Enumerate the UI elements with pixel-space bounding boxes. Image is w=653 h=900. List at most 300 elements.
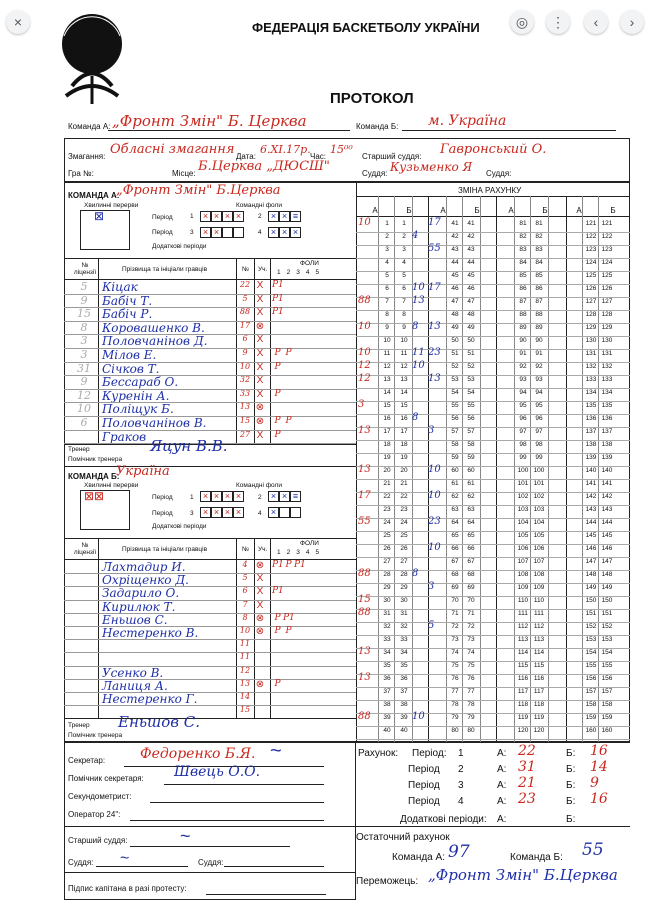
player-participation: X — [256, 348, 264, 359]
score-cell: 147 — [601, 558, 613, 565]
player-foul: P — [274, 416, 281, 426]
place-label: Місце: — [172, 169, 196, 178]
player-participation: X — [256, 307, 264, 319]
score-cell: 75 — [451, 662, 459, 669]
score-cell: 43 — [467, 246, 475, 253]
player-license: 3 — [80, 348, 88, 361]
player-number: 27 — [239, 429, 251, 439]
final-team-b-score: 55 — [582, 840, 604, 860]
extra-b-label: Б: — [566, 814, 576, 825]
score-cell: 26 — [400, 545, 408, 552]
score-mark-b: 10 — [412, 360, 425, 371]
score-cell: 31 — [383, 610, 391, 617]
score-cell: 46 — [451, 285, 459, 292]
score-mark-mid: 10 — [428, 542, 441, 553]
player-name: Половчанінов Д. — [102, 334, 208, 349]
score-cell: 50 — [467, 337, 475, 344]
team-b-timeouts-label: Хвилинні перерви — [84, 482, 139, 489]
team-a-timeouts-box — [80, 210, 130, 250]
score-cell: 116 — [533, 675, 545, 682]
score-cell: 91 — [519, 350, 527, 357]
score-cell: 138 — [585, 441, 597, 448]
score-cell: 5 — [385, 272, 389, 279]
player-number: 11 — [239, 639, 251, 649]
team-b-col-part: Уч. — [258, 546, 268, 553]
score-cell: 28 — [383, 571, 391, 578]
score-cell: 97 — [519, 428, 527, 435]
player-number: 32 — [239, 375, 251, 385]
score-cell: 94 — [519, 389, 527, 396]
team-b-coach-label: Тренер — [68, 722, 90, 729]
score-cell: 158 — [585, 701, 597, 708]
player-participation: X — [256, 334, 264, 346]
close-icon[interactable]: × — [6, 10, 30, 34]
score-cell: 123 — [585, 246, 597, 253]
score-cell: 112 — [517, 623, 529, 630]
score-cell: 21 — [400, 480, 408, 487]
score-cell: 90 — [519, 337, 527, 344]
score-cell: 31 — [400, 610, 408, 617]
score-col-b-header: Б — [406, 206, 412, 215]
score-cell: 40 — [400, 727, 408, 734]
score-cell: 51 — [451, 350, 459, 357]
score-cell: 42 — [467, 233, 475, 240]
score-label: Рахунок: — [358, 748, 399, 759]
player-license: 6 — [80, 416, 88, 429]
score-cell: 39 — [383, 714, 391, 721]
player-name: Кіцак — [102, 280, 138, 294]
score-cell: 48 — [451, 311, 459, 318]
score-cell: 32 — [400, 623, 408, 630]
score-cell: 80 — [451, 727, 459, 734]
score-cell: 9 — [385, 324, 389, 331]
score-cell: 83 — [535, 246, 543, 253]
score-cell: 111 — [534, 610, 544, 617]
player-foul: P — [285, 560, 292, 570]
player-number: 22 — [239, 280, 251, 289]
score-cell: 7 — [402, 298, 406, 305]
player-row — [66, 348, 342, 361]
extra-periods-label: Додаткові періоди: — [400, 814, 487, 825]
score-cell: 41 — [451, 220, 459, 227]
score-cell: 119 — [533, 714, 545, 721]
period-a-score: 31 — [518, 759, 536, 775]
score-cell: 119 — [517, 714, 529, 721]
score-cell: 89 — [535, 324, 543, 331]
score-cell: 68 — [467, 571, 475, 578]
score-mark-mid: 23 — [428, 347, 441, 358]
score-cell: 129 — [601, 324, 613, 331]
score-cell: 23 — [400, 506, 408, 513]
score-cell: 36 — [383, 675, 391, 682]
score-cell: 125 — [601, 272, 613, 279]
score-cell: 154 — [601, 649, 613, 656]
score-cell: 17 — [400, 428, 408, 435]
score-cell: 91 — [535, 350, 543, 357]
score-cell: 82 — [535, 233, 543, 240]
extra-a-label: А: — [497, 814, 507, 825]
score-mark-a: 13 — [358, 464, 371, 475]
score-cell: 114 — [533, 649, 545, 656]
score-cell: 27 — [383, 558, 391, 565]
score-cell: 124 — [601, 259, 613, 266]
score-cell: 160 — [585, 727, 597, 734]
score-cell: 61 — [467, 480, 475, 487]
player-number: 6 — [242, 334, 248, 344]
score-mark-a: 88 — [358, 711, 371, 722]
score-cell: 157 — [601, 688, 613, 695]
score-cell: 149 — [601, 584, 613, 591]
player-name: Еньшов С. — [102, 612, 168, 627]
score-cell: 154 — [585, 649, 597, 656]
player-participation: ⊗ — [255, 416, 265, 427]
score-cell: 87 — [519, 298, 527, 305]
score-cell: 120 — [533, 727, 545, 734]
score-cell: 37 — [400, 688, 408, 695]
player-row — [66, 321, 342, 334]
score-cell: 69 — [467, 584, 475, 591]
player-foul: P — [274, 361, 281, 372]
score-cell: 80 — [467, 727, 475, 734]
final-score-label: Остаточний рахунок — [356, 832, 450, 843]
team-a-timeouts-label: Хвилинні перерви — [84, 202, 139, 209]
team-b-team-fouls-label: Командні фоли — [236, 482, 282, 489]
player-number: 15 — [239, 705, 251, 715]
score-cell: 14 — [400, 389, 408, 396]
score-cell: 133 — [585, 376, 597, 383]
competition-value: Обласні змагання — [110, 142, 235, 157]
score-mark-mid: 23 — [428, 516, 441, 527]
score-cell: 25 — [400, 532, 408, 539]
score-cell: 73 — [467, 636, 475, 643]
judge-value: Кузьменко Я — [390, 160, 473, 174]
player-participation: X — [256, 599, 264, 611]
score-cell: 7 — [385, 298, 389, 305]
score-cell: 52 — [451, 363, 459, 370]
player-name: Охріщенко Д. — [102, 573, 189, 588]
score-cell: 37 — [383, 688, 391, 695]
score-cell: 29 — [400, 584, 408, 591]
score-cell: 135 — [585, 402, 597, 409]
period-b-score: 14 — [590, 759, 608, 775]
player-row — [66, 692, 342, 705]
score-cell: 135 — [601, 402, 613, 409]
player-name: Задарило О. — [102, 586, 180, 601]
player-foul: P1 — [272, 280, 284, 290]
running-score-title: ЗМІНА РАХУНКУ — [458, 186, 522, 195]
player-number: 10 — [239, 361, 251, 371]
score-cell: 148 — [585, 571, 597, 578]
score-cell: 32 — [383, 623, 391, 630]
score-cell: 90 — [535, 337, 543, 344]
score-cell: 158 — [601, 701, 613, 708]
player-name: Нестеренко В. — [102, 626, 199, 640]
score-mark-a: 13 — [358, 425, 371, 436]
score-cell: 44 — [451, 259, 459, 266]
period-a-label: А: — [497, 748, 507, 759]
score-cell: 67 — [467, 558, 475, 565]
player-foul: P1 — [294, 560, 306, 570]
score-cell: 117 — [533, 688, 545, 695]
score-cell: 99 — [535, 454, 543, 461]
player-number: 4 — [242, 560, 248, 569]
score-cell: 144 — [585, 519, 597, 526]
score-cell: 116 — [517, 675, 529, 682]
player-name: Коровашенко В. — [102, 320, 205, 335]
period-a-label: А: — [497, 780, 507, 791]
score-cell: 87 — [535, 298, 543, 305]
player-row — [66, 334, 342, 347]
score-cell: 86 — [519, 285, 527, 292]
score-cell: 29 — [383, 584, 391, 591]
player-row — [66, 294, 342, 307]
score-cell: 101 — [533, 480, 545, 487]
score-cell: 84 — [535, 259, 543, 266]
period-a-score: 22 — [518, 743, 536, 759]
team-a-value: „Фронт Змін" Б. Церква — [112, 112, 307, 130]
score-cell: 104 — [517, 519, 529, 526]
score-cell: 3 — [402, 246, 406, 253]
player-name: Кирилюк Т. — [102, 599, 176, 614]
team-a-extra-label: Додаткові періоди — [152, 243, 207, 250]
score-cell: 127 — [585, 298, 597, 305]
player-name: Поліщук Б. — [102, 402, 174, 417]
score-cell: 106 — [533, 545, 545, 552]
score-cell: 14 — [383, 389, 391, 396]
player-number: 17 — [239, 320, 251, 330]
team-a-team-fouls-label: Командні фоли — [236, 202, 282, 209]
score-cell: 52 — [467, 363, 475, 370]
player-foul: P1 — [272, 560, 284, 570]
score-mark-a: 88 — [358, 568, 371, 579]
score-cell: 145 — [585, 532, 597, 539]
score-cell: 141 — [585, 480, 597, 487]
score-cell: 45 — [451, 272, 459, 279]
score-cell: 28 — [400, 571, 408, 578]
score-cell: 81 — [535, 220, 543, 227]
score-cell: 76 — [467, 675, 475, 682]
secretary-label: Секретар: — [68, 756, 106, 765]
score-cell: 132 — [585, 363, 597, 370]
score-cell: 105 — [533, 532, 545, 539]
score-cell: 142 — [585, 493, 597, 500]
score-cell: 111 — [518, 610, 528, 617]
score-cell: 35 — [383, 662, 391, 669]
winner-value: „Фронт Змін" Б.Церква — [428, 866, 618, 884]
score-cell: 159 — [585, 714, 597, 721]
score-cell: 126 — [585, 285, 597, 292]
asst-secretary-value: Швець О.О. — [174, 764, 261, 780]
player-foul: P1 — [272, 307, 284, 318]
score-cell: 53 — [451, 376, 459, 383]
asst-secretary-label: Помічник секретаря: — [68, 774, 144, 783]
score-cell: 129 — [585, 324, 597, 331]
score-cell: 72 — [451, 623, 459, 630]
period-label: Період — [408, 796, 440, 807]
team-b-period-label-3: Період — [152, 510, 173, 517]
player-license: 15 — [77, 307, 91, 321]
score-cell: 46 — [467, 285, 475, 292]
game-no-label: Гра №: — [68, 169, 94, 178]
team-b-label: Команда Б: — [356, 122, 399, 131]
player-participation: X — [256, 388, 264, 400]
judge-signature: ~ — [120, 850, 130, 867]
score-cell: 20 — [383, 467, 391, 474]
score-cell: 34 — [383, 649, 391, 656]
score-cell: 57 — [467, 428, 475, 435]
score-cell: 136 — [601, 415, 613, 422]
player-foul: P — [274, 612, 281, 623]
score-cell: 83 — [519, 246, 527, 253]
protocol-title: ПРОТОКОЛ — [330, 90, 414, 107]
footer-chief-label: Старший суддя: — [68, 836, 128, 845]
score-cell: 16 — [383, 415, 391, 422]
player-foul: P — [285, 416, 292, 426]
score-mark-mid: 10 — [428, 490, 441, 501]
score-col-a-header: А — [508, 206, 514, 215]
player-license: 12 — [77, 388, 91, 402]
score-cell: 74 — [467, 649, 475, 656]
score-cell: 40 — [383, 727, 391, 734]
score-cell: 103 — [533, 506, 545, 513]
period-number: 3 — [458, 780, 464, 791]
score-cell: 3 — [385, 246, 389, 253]
judge2-label: Суддя: — [486, 169, 512, 178]
score-mark-mid: 17 — [428, 282, 441, 293]
score-col-b-header: Б — [610, 206, 616, 215]
score-cell: 104 — [533, 519, 545, 526]
score-mark-mid: 3 — [428, 425, 435, 436]
score-cell: 145 — [601, 532, 613, 539]
score-mark-a: 13 — [358, 672, 371, 683]
score-cell: 122 — [601, 233, 613, 240]
period-a-label: А: — [497, 764, 507, 775]
score-mark-a: 12 — [358, 373, 371, 384]
score-cell: 25 — [383, 532, 391, 539]
score-mark-mid: 5 — [428, 620, 435, 631]
score-mark-b: 11 — [412, 347, 425, 358]
chevron-right-icon[interactable]: › — [620, 10, 644, 34]
player-row — [66, 362, 342, 375]
captain-label: Підпис капітана в разі протесту: — [68, 884, 187, 893]
player-row — [66, 280, 342, 293]
score-mark-a: 10 — [358, 217, 371, 228]
score-cell: 151 — [585, 610, 597, 617]
score-cell: 153 — [585, 636, 597, 643]
score-cell: 55 — [467, 402, 475, 409]
score-mark-mid: 13 — [428, 321, 441, 332]
score-cell: 128 — [601, 311, 613, 318]
player-foul: P — [285, 348, 292, 358]
lens-icon[interactable]: ◎ — [510, 10, 534, 34]
score-cell: 92 — [519, 363, 527, 370]
score-cell: 114 — [517, 649, 529, 656]
player-participation: X — [256, 293, 264, 305]
player-row — [66, 639, 342, 652]
period-b-label: Б: — [566, 780, 576, 791]
player-license: 31 — [77, 361, 91, 375]
score-cell: 4 — [385, 259, 389, 266]
score-cell: 141 — [601, 480, 613, 487]
score-cell: 88 — [535, 311, 543, 318]
player-number: 10 — [239, 626, 251, 635]
score-cell: 12 — [400, 363, 408, 370]
score-mark-b: 8 — [412, 568, 419, 579]
score-cell: 70 — [451, 597, 459, 604]
player-number: 33 — [239, 388, 251, 398]
score-cell: 102 — [533, 493, 545, 500]
score-cell: 22 — [383, 493, 391, 500]
secretary-signature: ~ — [270, 740, 282, 762]
score-cell: 58 — [467, 441, 475, 448]
more-icon[interactable]: ⋮ — [546, 10, 570, 34]
footer-judge-label: Суддя: — [68, 858, 94, 867]
score-cell: 66 — [451, 545, 459, 552]
player-row — [66, 666, 342, 679]
score-cell: 8 — [385, 311, 389, 318]
chief-judge-label: Старший суддя: — [362, 152, 422, 161]
score-cell: 68 — [451, 571, 459, 578]
period-a-label: А: — [497, 796, 507, 807]
player-participation: X — [256, 573, 264, 585]
team-b-block-label: КОМАНДА Б: — [68, 472, 120, 481]
score-cell: 130 — [601, 337, 613, 344]
score-cell: 78 — [467, 701, 475, 708]
score-cell: 6 — [385, 285, 389, 292]
score-cell: 150 — [601, 597, 613, 604]
score-mark-a: 10 — [358, 321, 371, 332]
score-cell: 106 — [517, 545, 529, 552]
score-mark-a: 55 — [358, 516, 371, 527]
period-number: 1 — [458, 748, 464, 759]
score-cell: 92 — [535, 363, 543, 370]
score-cell: 33 — [400, 636, 408, 643]
score-cell: 33 — [383, 636, 391, 643]
score-cell: 24 — [400, 519, 408, 526]
player-foul: P1 — [283, 612, 295, 623]
score-cell: 105 — [517, 532, 529, 539]
score-cell: 98 — [519, 441, 527, 448]
score-mark-mid: 13 — [428, 373, 441, 384]
score-cell: 38 — [400, 701, 408, 708]
score-cell: 100 — [533, 467, 545, 474]
score-cell: 159 — [601, 714, 613, 721]
score-cell: 115 — [517, 662, 529, 669]
player-row — [66, 573, 342, 586]
player-row — [66, 402, 342, 415]
chief-signature: ~ — [180, 826, 191, 846]
score-cell: 22 — [400, 493, 408, 500]
score-cell: 150 — [585, 597, 597, 604]
score-cell: 112 — [533, 623, 545, 630]
time-value: 15⁰⁰ — [330, 143, 353, 156]
player-name: Бабіч Т. — [102, 293, 153, 308]
team-b-extra-label: Додаткові періоди — [152, 523, 207, 530]
score-cell: 62 — [467, 493, 475, 500]
score-cell: 88 — [519, 311, 527, 318]
score-cell: 44 — [467, 259, 475, 266]
period-a-score: 21 — [518, 775, 536, 791]
final-team-a-score: 97 — [448, 842, 470, 862]
score-cell: 1 — [402, 220, 406, 227]
score-cell: 57 — [451, 428, 459, 435]
team-a-col-name: Прізвища та ініціали гравців — [122, 266, 208, 273]
score-cell: 56 — [451, 415, 459, 422]
player-participation: ⊗ — [255, 560, 265, 571]
chevron-left-icon[interactable]: ‹ — [584, 10, 608, 34]
score-cell: 77 — [451, 688, 459, 695]
score-cell: 18 — [400, 441, 408, 448]
